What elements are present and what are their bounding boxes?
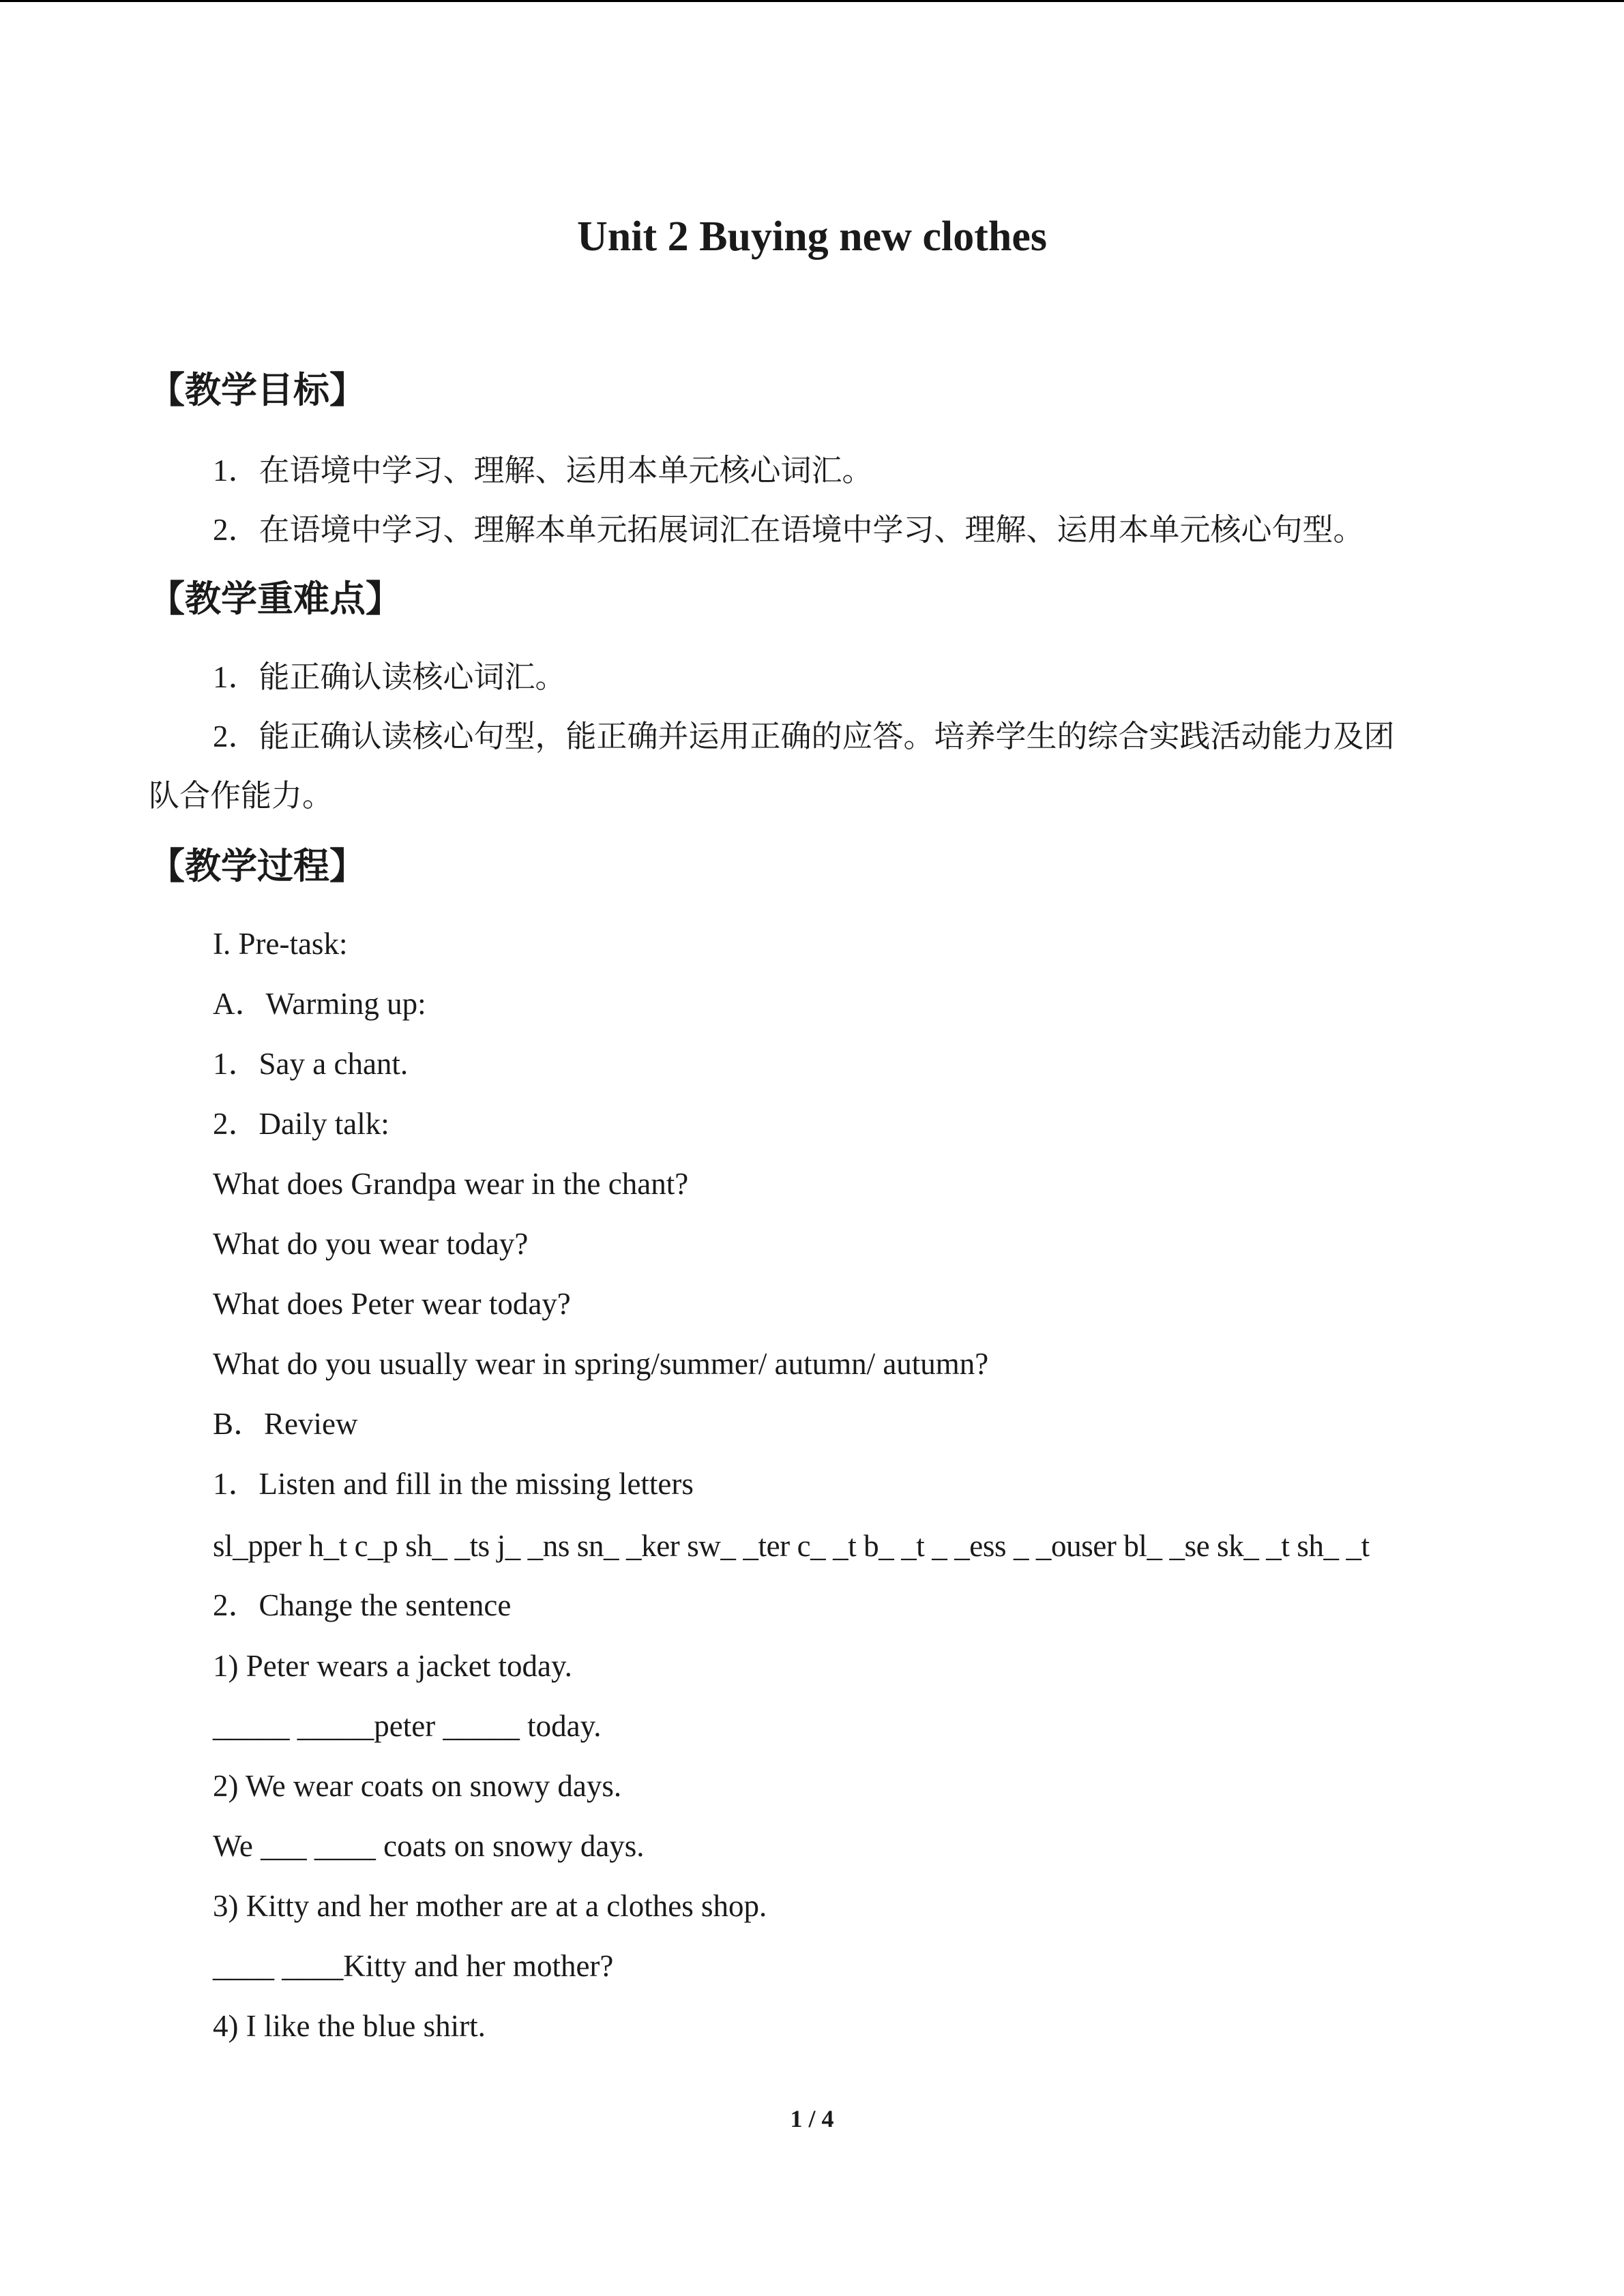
process-line: 1．Listen and fill in the missing letters xyxy=(213,1467,694,1501)
process-line: ____ ____Kitty and her mother? xyxy=(213,1949,614,1983)
process-line: We ___ ____ coats on snowy days. xyxy=(213,1829,645,1863)
process-line: What do you usually wear in spring/summer/ autumn/ autumn? xyxy=(213,1347,989,1381)
process-line: I. Pre-task: xyxy=(213,927,348,961)
process-line: 1) Peter wears a jacket today. xyxy=(213,1649,572,1683)
process-line: What does Peter wear today? xyxy=(213,1287,571,1321)
process-heading: 【教学过程】 xyxy=(149,846,366,887)
process-line: What does Grandpa wear in the chant? xyxy=(213,1167,689,1201)
page-number: 1 / 4 xyxy=(790,2105,834,2132)
process-line: 2) We wear coats on snowy days. xyxy=(213,1769,622,1803)
objectives-heading: 【教学目标】 xyxy=(149,370,366,411)
objective-item-1: 1．在语境中学习、理解、运用本单元核心词汇。 xyxy=(213,453,873,488)
key-point-item-2-continued: 队合作能力。 xyxy=(149,779,334,813)
process-line: A．Warming up: xyxy=(213,987,426,1021)
objective-item-2: 2．在语境中学习、理解本单元拓展词汇在语境中学习、理解、运用本单元核心句型。 xyxy=(213,513,1364,547)
key-point-item-2: 2．能正确认读核心句型，能正确并运用正确的应答。培养学生的综合实践活动能力及团 xyxy=(213,719,1395,754)
document-title: Unit 2 Buying new clothes xyxy=(577,213,1047,260)
key-point-item-1: 1．能正确认读核心词汇。 xyxy=(213,660,566,694)
process-line: _____ _____peter _____ today. xyxy=(213,1709,602,1743)
process-line: 2．Daily talk: xyxy=(213,1107,389,1141)
missing-letters-line: sl_pper h_t c_p sh_ _ts j_ _ns sn_ _ker sw_ _ter c_ _t b_ _t _ _ess _ _ouser bl_ _se sk_ _t sh_ _t xyxy=(213,1529,1370,1563)
process-line: 4) I like the blue shirt. xyxy=(213,2009,486,2043)
process-line: 3) Kitty and her mother are at a clothes shop. xyxy=(213,1889,767,1923)
process-line: B．Review xyxy=(213,1407,358,1441)
process-line: What do you wear today? xyxy=(213,1227,529,1261)
process-line: 2．Change the sentence xyxy=(213,1588,512,1622)
process-line: 1．Say a chant. xyxy=(213,1047,409,1081)
key-points-heading: 【教学重难点】 xyxy=(149,578,402,620)
